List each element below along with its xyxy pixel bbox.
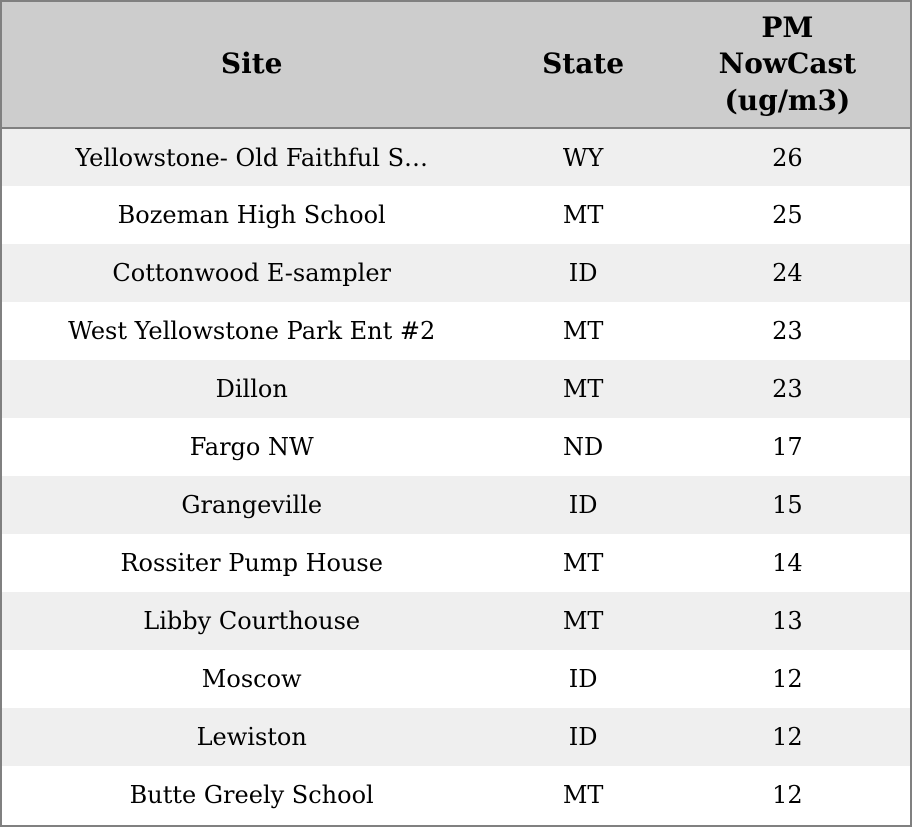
value-cell: 23 [772, 375, 803, 403]
header-row [2, 2, 910, 128]
state-cell: MT [562, 607, 604, 635]
site-cell: Yellowstone- Old Faithful S… [75, 143, 429, 172]
column-header-state[interactable] [501, 2, 664, 128]
state-cell: MT [562, 781, 604, 809]
state-cell: MT [562, 549, 604, 577]
column-header-state-label: State [542, 47, 625, 81]
site-cell: Cottonwood E-sampler [112, 259, 391, 287]
table-row [2, 302, 910, 360]
pm-nowcast-table [2, 2, 910, 824]
table-row [2, 418, 910, 476]
state-cell: ND [562, 433, 604, 461]
state-cell: ID [568, 491, 598, 519]
table-row [2, 360, 910, 418]
value-cell: 13 [772, 607, 803, 635]
site-cell: West Yellowstone Park Ent #2 [68, 317, 436, 345]
state-cell: ID [568, 723, 598, 751]
value-cell: 25 [772, 201, 803, 229]
table-row [2, 534, 910, 592]
column-header-pm-nowcast[interactable] [665, 2, 910, 128]
value-cell: 15 [772, 491, 803, 519]
state-cell: MT [562, 317, 604, 345]
site-cell: Moscow [201, 665, 302, 693]
table-row [2, 708, 910, 766]
state-cell: ID [568, 665, 598, 693]
site-cell: Lewiston [196, 723, 307, 751]
state-cell: MT [562, 201, 604, 229]
table-row [2, 650, 910, 708]
table-body [2, 128, 910, 824]
column-header-site-label: Site [220, 47, 283, 81]
value-cell: 24 [772, 259, 803, 287]
table-header [2, 2, 910, 128]
column-header-pm-nowcast-label: PM NowCast (ug/m3) [718, 10, 857, 117]
state-cell: ID [568, 259, 598, 287]
value-cell: 12 [772, 723, 803, 751]
value-cell: 12 [772, 781, 803, 809]
site-cell: Dillon [215, 375, 288, 403]
site-cell: Butte Greely School [129, 781, 374, 809]
table-row [2, 186, 910, 244]
site-cell: Fargo NW [189, 433, 314, 461]
column-header-site[interactable] [2, 2, 501, 128]
table-row [2, 476, 910, 534]
table-row [2, 128, 910, 186]
site-cell: Libby Courthouse [143, 607, 361, 635]
table-row [2, 592, 910, 650]
state-cell: WY [562, 143, 604, 172]
state-cell: MT [562, 375, 604, 403]
value-cell: 23 [772, 317, 803, 345]
table-row [2, 244, 910, 302]
value-cell: 26 [772, 143, 803, 172]
table-row [2, 766, 910, 824]
site-cell: Rossiter Pump House [120, 549, 383, 577]
value-cell: 12 [772, 665, 803, 693]
value-cell: 14 [772, 549, 803, 577]
site-cell: Bozeman High School [117, 201, 386, 229]
value-cell: 17 [772, 433, 803, 461]
site-cell: Grangeville [181, 491, 323, 519]
